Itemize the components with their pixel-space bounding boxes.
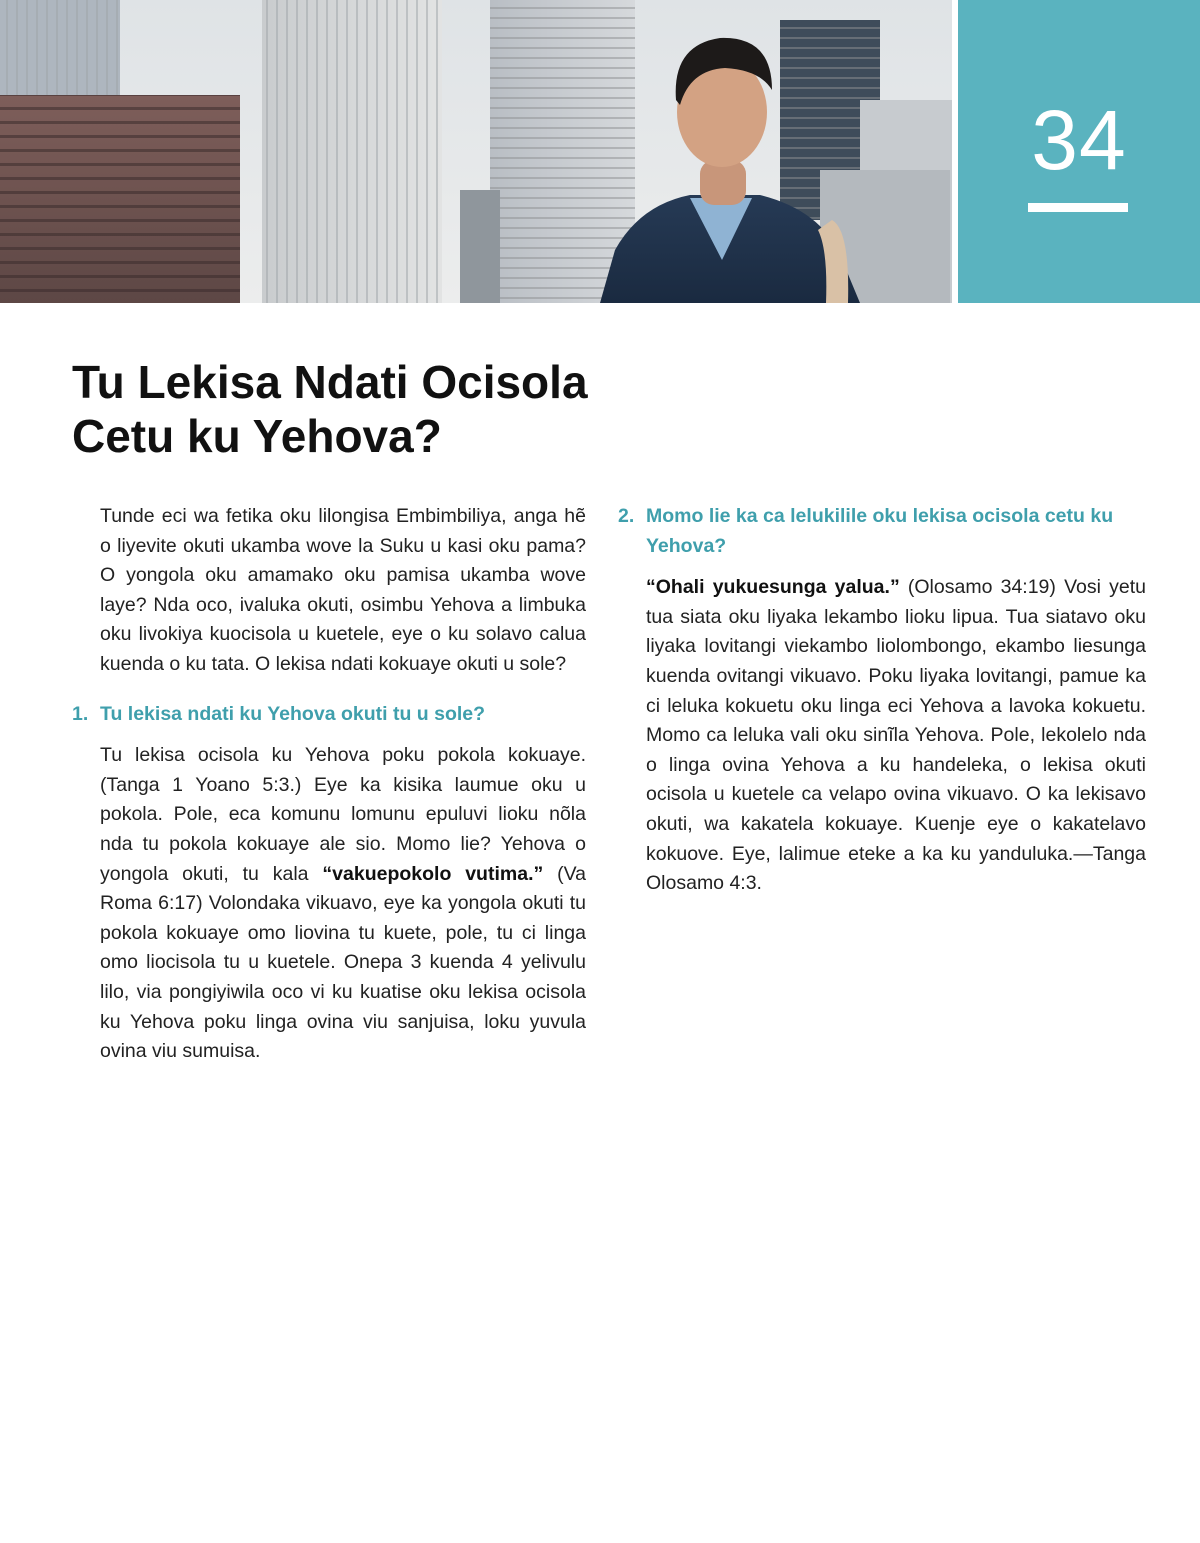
chapter-underline bbox=[1028, 203, 1128, 212]
answer-2-quote: “Ohali yukuesunga yalua.” bbox=[646, 576, 900, 599]
left-column bbox=[72, 502, 586, 1067]
city-portrait-photo-icon bbox=[0, 0, 952, 303]
question-1 bbox=[72, 700, 586, 730]
title-line-1: Tu Lekisa Ndati Ocisola bbox=[72, 356, 588, 408]
question-2-number: 2. bbox=[618, 505, 635, 527]
intro-paragraph: Tunde eci wa fetika oku lilongisa Embimbiliya, anga hẽ o liyevite okuti ukamba wove la Suku u kasi oku pama? O yongola oku amamako oku pamisa ukamba wove laye? Nda oco, ivaluka okuti, osimbu Yehova a limbuka oku livokiya kuocisola u kuetele, eye o ku solavo calua kuenda o ku tata. O lekisa ndati kokuaye okuti u sole? bbox=[100, 505, 586, 675]
page-title bbox=[72, 355, 772, 463]
right-column bbox=[618, 502, 1146, 899]
answer-1-paragraph bbox=[72, 741, 586, 1067]
answer-1-text-a: Tu lekisa ocisola ku Yehova poku pokola kokuaye. (Tanga 1 Yoano 5:3.) Eye ka kisika laumue oku u pokola. Pole, eca komunu lomunu epuluvi lioku nõla nda tu pokola kokuaye ale sio. Momo lie? Yehova o yongola okuti, tu kala bbox=[100, 744, 586, 885]
chapter-panel bbox=[958, 0, 1200, 303]
answer-1-text-b: (Va Roma 6:17) Volondaka vikuavo, eye ka yongola okuti tu pokola kokuaye omo liovina tu kuete, pole, tu ci linga omo liocisola tu u kuetele. Onepa 3 kuenda 4 yelivulu lilo, via pongiyiwila oco vi ku kuatise oku lekisa ocisola ku Yehova poku linga ovina viu sanjuisa, loku yuvula ovina viu sumuisa. bbox=[100, 862, 587, 1063]
question-1-text: Tu lekisa ndati ku Yehova okuti tu u sole? bbox=[100, 702, 486, 725]
header-photo bbox=[0, 0, 952, 303]
question-1-number: 1. bbox=[72, 702, 89, 725]
answer-2-text: (Olosamo 34:19) Vosi yetu tua siata oku liyaka lekambo lioku lipua. Tua siatavo oku liyaka lovitangi viekambo liolombongo, ekambo liesunga kuenda ovitangi vikuavo. Poku liyaka lovitangi, pamue ka ci leluka kokuetu oku linga eci Yehova a lavoka kokuetu. Momo ca leluka vali oku sinĩla Yehova. Pole, lekolelo nda o linga ovina Yehova a ku handeleka, o lekisa okuti ocisola u kuetele ca velapo ovina vikuavo. O ka lekisavo okuti, wa kakatela kokuaye. Kuenje eye o kakatelavo kokuove. Eye, lalimue eteke a ka ku yanduluka.—Tanga Olosamo 4:3. bbox=[646, 576, 1146, 895]
chapter-number: 34 bbox=[1031, 93, 1127, 187]
question-2 bbox=[618, 502, 1146, 561]
answer-2-paragraph bbox=[618, 573, 1146, 899]
answer-1-quote: “vakuepokolo vutima.” bbox=[322, 862, 544, 885]
title-line-2: Cetu ku Yehova? bbox=[72, 410, 442, 462]
question-2-text: Momo lie ka ca lelukilile oku lekisa ocisola cetu ku Yehova? bbox=[646, 505, 1114, 557]
